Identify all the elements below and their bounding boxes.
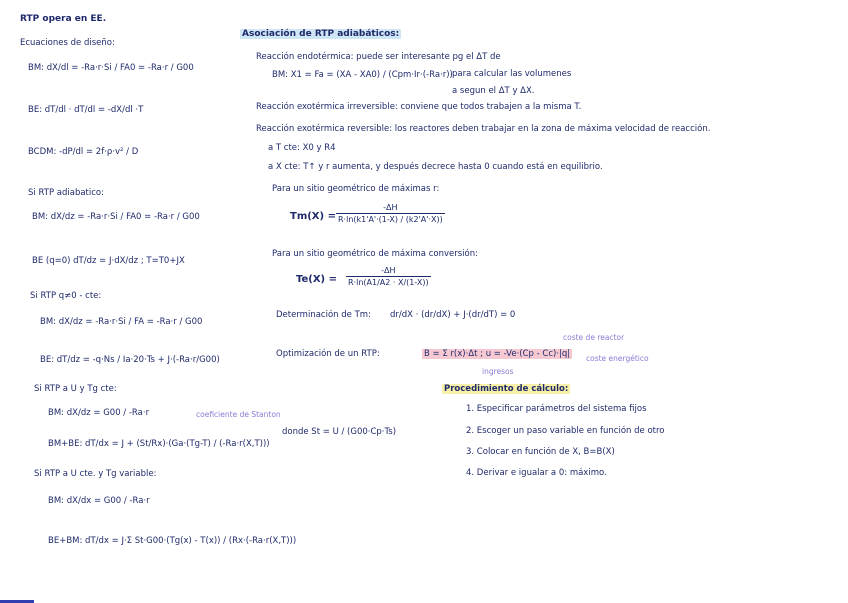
- equation-be-q: BE: dT/dz = -q·Ns / Ia·20·Ts + J·(-Ra·r/G00): [40, 355, 220, 365]
- income-annotation: ingresos: [482, 367, 514, 376]
- design-equations-heading: Ecuaciones de diseño:: [20, 38, 115, 48]
- exothermic-irreversible-note: Reacción exotérmica irreversible: conviene que todos trabajen a la misma T.: [256, 102, 582, 112]
- tm-fraction: [336, 203, 445, 224]
- endothermic-note: Reacción endotérmica: puede ser interesante pg el ΔT de: [256, 52, 501, 62]
- stanton-annotation: coeficiente de Stanton: [196, 410, 281, 419]
- volume-note: para calcular las volumenes: [452, 69, 572, 79]
- constant-x-note: a X cte: T↑ y r aumenta, y después decrece hasta 0 cuando está en equilibrio.: [268, 162, 603, 172]
- te-denominator: R·ln(A1/A2 · X/(1-X)): [348, 278, 429, 287]
- volume-note-2: a segun el ΔT y ΔX.: [452, 86, 535, 96]
- procedure-step-4: 4. Derivar e igualar a 0: máximo.: [466, 468, 607, 478]
- left-title: RTP opera en EE.: [20, 14, 107, 24]
- tm-determination-equation: dr/dX · (dr/dX) + J·(dr/dT) = 0: [390, 310, 516, 320]
- optimization-equation: [422, 350, 572, 359]
- constant-t-note: a T cte: X0 y R4: [268, 143, 336, 153]
- tm-label: Tm(X) =: [290, 211, 336, 222]
- adiabatic-heading: Si RTP adiabatico:: [28, 188, 104, 198]
- procedure-step-1: 1. Especificar parámetros del sistema fijos: [466, 404, 647, 414]
- equation-bcdm: BCDM: -dP/dl = 2f·ρ·v² / D: [28, 147, 139, 157]
- stanton-definition: donde St = U / (G00·Cp·Ts): [282, 427, 397, 437]
- equation-bm-variable: BM: dX/dx = G00 / -Ra·r: [48, 496, 150, 506]
- equation-bm-q: BM: dX/dz = -Ra·r·Si / FA = -Ra·r / G00: [40, 317, 203, 327]
- max-rate-locus-note: Para un sitio geométrico de máximas r:: [272, 184, 440, 194]
- equation-be-adiabatic: BE (q=0) dT/dz = J·dX/dz ; T=T0+JX: [32, 256, 185, 266]
- equation-bm: BM: dX/dl = -Ra·r·Si / FA0 = -Ra·r / G00: [28, 63, 194, 73]
- exothermic-reversible-note: Reacción exotérmica reversible: los reactores deben trabajar en la zona de máxima velocidad de reacción.: [256, 124, 711, 134]
- procedure-step-2: 2. Escoger un paso variable en función de otro: [466, 426, 665, 436]
- right-title-text: Asociación de RTP adiabáticos:: [242, 29, 400, 39]
- tm-denominator: R·ln(k1'A'·(1-X) / (k2'A'·X)): [338, 215, 443, 224]
- equation-bm-adiabatic: BM: dX/dz = -Ra·r·Si / FA0 = -Ra·r / G00: [32, 212, 200, 222]
- procedure-heading-text: Procedimiento de cálculo:: [444, 384, 569, 394]
- te-numerator: -ΔH: [346, 266, 431, 277]
- optimization-equation-text: B = Σ r(x)·Δt ; u = -Ve·(Cp - Cc)·|q|: [424, 349, 571, 359]
- equation-be: BE: dT/dl · dT/dl = -dX/dl ·T: [28, 105, 144, 115]
- tm-determination-note: Determinación de Tm:: [276, 310, 371, 320]
- equation-bmbe-u: BM+BE: dT/dx = J + (St/Rx)·(Ga·(Tg-T) / (-Ra·r(X,T))): [48, 439, 270, 449]
- endothermic-equation: BM: X1 = Fa = (XA - XA0) / (Cpm·Ir·(-Ra·r)): [272, 70, 453, 80]
- u-tg-constant-heading: Si RTP a U y Tg cte:: [34, 384, 117, 394]
- reactor-cost-annotation: coste de reactor: [563, 333, 625, 342]
- procedure-step-3: 3. Colocar en función de X, B=B(X): [466, 447, 615, 457]
- te-fraction: [346, 266, 431, 287]
- u-variable-heading: Si RTP a U cte. y Tg variable:: [34, 469, 157, 479]
- optimization-note: Optimización de un RTP:: [276, 349, 380, 359]
- energy-cost-annotation: coste energético: [586, 354, 649, 363]
- equation-bm-u: BM: dX/dz = G00 / -Ra·r: [48, 408, 150, 418]
- procedure-heading: [442, 385, 570, 394]
- right-title: [240, 30, 401, 39]
- equation-bebm-variable: BE+BM: dT/dx = J·Σ St·G00·(Tg(x) - T(x)) / (Rx·(-Ra·r(X,T))): [48, 536, 297, 546]
- max-conversion-locus-note: Para un sitio geométrico de máxima conversión:: [272, 249, 478, 259]
- tm-numerator: -ΔH: [336, 203, 445, 214]
- q-constant-heading: Si RTP q≠0 - cte:: [30, 291, 102, 301]
- te-label: Te(X) =: [296, 274, 337, 285]
